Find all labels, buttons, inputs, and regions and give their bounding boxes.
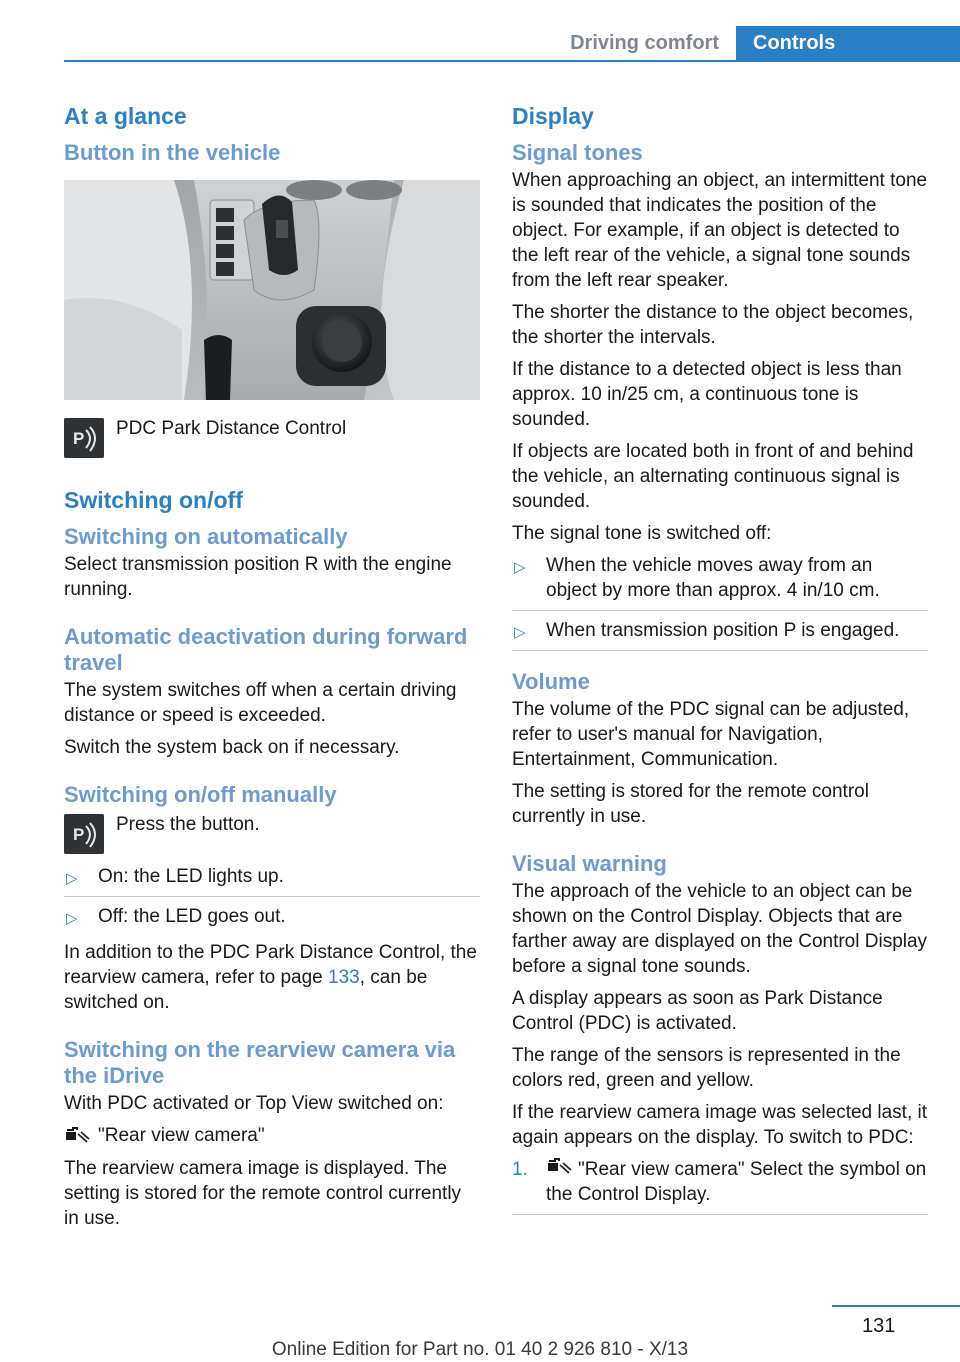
list-item: ▷ When transmission position P is engaged.	[512, 618, 928, 651]
heading-signal-tones: Signal tones	[512, 140, 643, 165]
footer-edition: Online Edition for Part no. 01 40 2 926 810 - X/13	[271, 1339, 689, 1360]
press-button-line	[64, 812, 480, 856]
text-rearview-reference: In addition to the PDC Park Distance Control, the rearview camera, refer to page 133, can be switched on.	[64, 942, 477, 1013]
text-signal-4: If objects are located both in front of and behind the vehicle, an alternating continuous signal is sounded.	[512, 441, 914, 512]
list-item: ▷ On: the LED lights up.	[64, 864, 480, 897]
pdc-icon	[64, 814, 104, 854]
text-signal-1: When approaching an object, an intermittent tone is sounded that indicates the position of the object. For example, if an object is detected to the left rear of the vehicle, a signal tone sounds from the left rear speaker.	[512, 170, 928, 291]
text-signal-5: The signal tone is switched off:	[512, 523, 772, 544]
text-auto-on: Select transmission position R with the engine running.	[64, 554, 452, 600]
list-item: ▷ When the vehicle moves away from an object by more than approx. 4 in/10 cm.	[512, 553, 928, 611]
list-item	[512, 1157, 928, 1215]
text-visual-1: The approach of the vehicle to an object can be shown on the Control Display. Objects that are farther away are displayed on the Control Display before a signal tone sounds.	[512, 881, 928, 977]
heading-button-in-vehicle: Button in the vehicle	[64, 140, 281, 165]
triangle-bullet-icon: ▷	[66, 870, 78, 887]
footer-rule	[832, 1305, 960, 1307]
header-chapter-tab: Controls	[736, 26, 960, 62]
text-idrive: With PDC activated or Top View switched on:	[64, 1093, 444, 1114]
page-number: 131	[862, 1315, 896, 1337]
vehicle-console-photo	[64, 180, 480, 400]
heading-at-a-glance: At a glance	[64, 103, 187, 129]
signal-off-list	[512, 553, 928, 651]
heading-switching-on-off: Switching on/off	[64, 487, 243, 513]
left-column	[64, 96, 480, 1238]
rear-camera-icon	[64, 1126, 90, 1146]
triangle-bullet-icon: ▷	[66, 910, 78, 927]
svg-text:P: P	[73, 429, 85, 448]
svg-text:P: P	[73, 825, 85, 844]
heading-display: Display	[512, 103, 594, 129]
text-auto-deact-2: Switch the system back on if necessary.	[64, 737, 400, 758]
text-visual-4: If the rearview camera image was selected last, it again appears on the display. To switch to PDC:	[512, 1102, 928, 1148]
text-volume-1: The volume of the PDC signal can be adjusted, refer to user's manual for Navigation, Entertainment, Communication.	[512, 699, 910, 770]
text-volume-2: The setting is stored for the remote control currently in use.	[512, 781, 869, 827]
rear-camera-label: "Rear view camera"	[98, 1125, 265, 1146]
triangle-bullet-icon: ▷	[514, 624, 526, 641]
heading-volume: Volume	[512, 669, 590, 694]
step-number: 1.	[512, 1159, 528, 1180]
text-auto-deact-1: The system switches off when a certain driving distance or speed is exceeded.	[64, 680, 457, 726]
heading-automatic-deactivation: Automatic deactivation during forward travel	[64, 624, 468, 675]
header-rule	[64, 60, 960, 62]
step-text: "Rear view camera" Select the symbol on the Control Display.	[546, 1159, 927, 1205]
rear-camera-menu-item	[64, 1123, 480, 1149]
heading-switching-on-automatically: Switching on automatically	[64, 524, 348, 549]
pdc-legend	[64, 416, 480, 460]
text-visual-3: The range of the sensors is represented in the colors red, green and yellow.	[512, 1045, 901, 1091]
heading-visual-warning: Visual warning	[512, 851, 667, 876]
pdc-icon	[64, 418, 104, 458]
heading-switching-manually: Switching on/off manually	[64, 782, 337, 807]
pdc-label: PDC Park Distance Control	[116, 418, 347, 439]
heading-rearview-via-idrive: Switching on the rearview camera via the iDrive	[64, 1037, 456, 1088]
led-list	[64, 864, 480, 933]
switch-to-pdc-steps	[512, 1157, 928, 1215]
text-idrive-2: The rearview camera image is displayed. The setting is stored for the remote control currently in use.	[64, 1158, 462, 1229]
list-item: ▷ Off: the LED goes out.	[64, 904, 480, 933]
right-column	[512, 96, 928, 1215]
header-section-title: Driving comfort	[570, 32, 719, 54]
text-signal-2: The shorter the distance to the object becomes, the shorter the intervals.	[512, 302, 914, 348]
triangle-bullet-icon: ▷	[514, 559, 526, 576]
rear-camera-icon	[546, 1157, 572, 1177]
press-button-text: Press the button.	[116, 814, 260, 835]
text-visual-2: A display appears as soon as Park Distance Control (PDC) is activated.	[512, 988, 883, 1034]
text-signal-3: If the distance to a detected object is less than approx. 10 in/25 cm, a continuous tone is sounded.	[512, 359, 902, 430]
page-link-133[interactable]: 133	[328, 967, 360, 988]
